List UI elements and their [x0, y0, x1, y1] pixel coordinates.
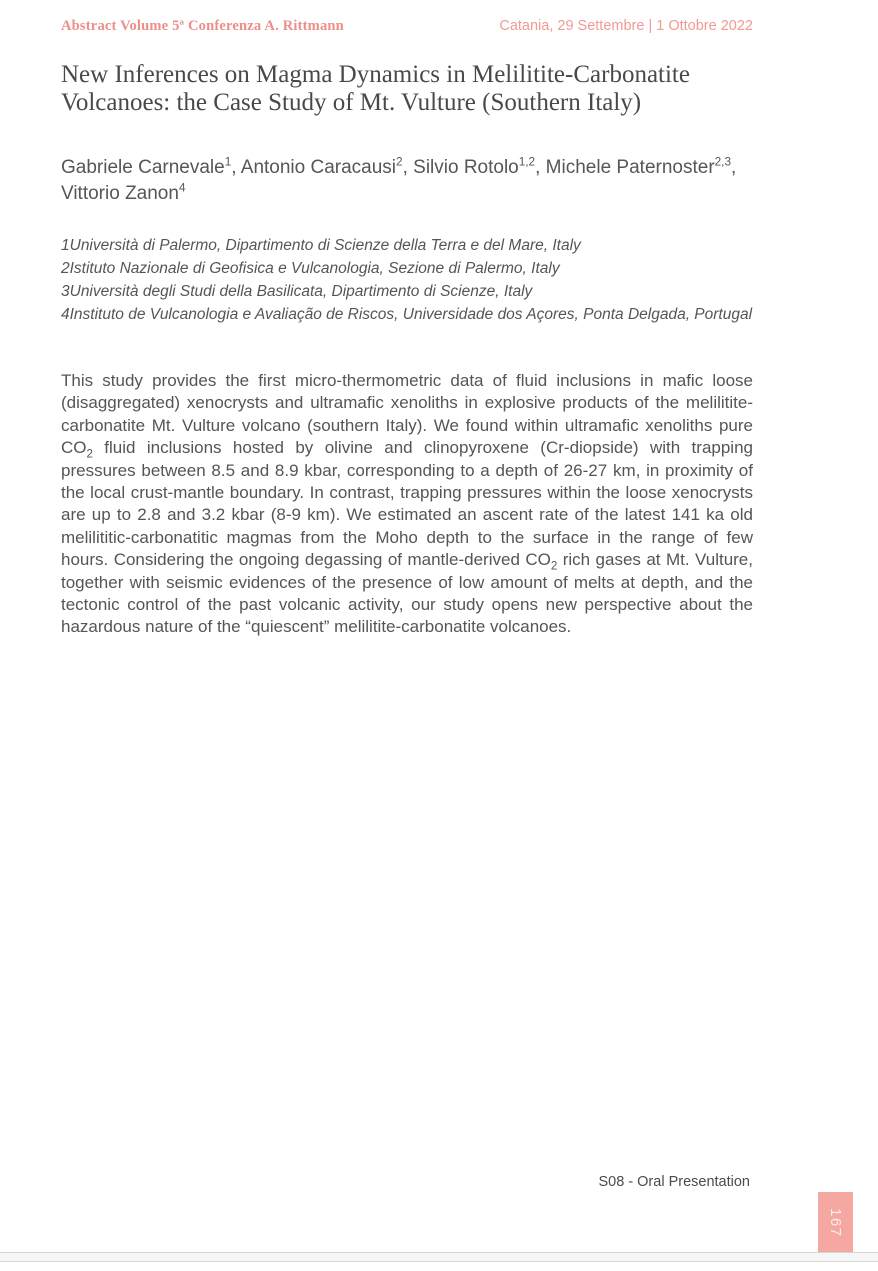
- author: Antonio Caracausi$^2$: [240, 155, 403, 178]
- author-affiliation-superscript: 1: [224, 155, 232, 169]
- page-number-badge: [818, 1192, 853, 1253]
- subscript: 2: [550, 560, 558, 573]
- affiliation-line: 1Università di Palermo, Dipartimento di Scienze della Terra e del Mare, Italy: [61, 237, 581, 254]
- author: Michele Paternoster$^{2,3}$: [545, 155, 731, 178]
- session-label: S08 - Oral Presentation: [598, 1174, 750, 1190]
- page-number: 167: [827, 1207, 844, 1238]
- affiliation-line: 3Università degli Studi della Basilicata, Dipartimento di Scienze, Italy: [61, 283, 533, 300]
- author: Vittorio Zanon$^4$: [61, 181, 186, 204]
- affiliation-line: 2Istituto Nazionale di Geofisica e Vulcanologia, Sezione di Palermo, Italy: [61, 260, 560, 277]
- author: Silvio Rotolo$^{1,2}$: [413, 155, 536, 178]
- authors-line: Gabriele Carnevale$^1$, Antonio Caracausi$^2$, Silvio Rotolo$^{1,2}$, Michele Paternoster$^{2,3}$, Vittorio Zanon$^4$: [61, 155, 737, 204]
- abstract-paragraph: This study provides the first micro-thermometric data of fluid inclusions in mafic loose (disaggregated) xenocrysts and ultramafic xenoliths in explosive products of the melilitite-carbonatite Mt. Vulture volcano (southern Italy). We found within ultramafic xenoliths pure $CO_2$ fluid inclusions hosted by olivine and clinopyroxene (Cr-diopside) with trapping pressures between 8.5 and 8.9 kbar, corresponding to a depth of 26-27 km, in proximity of the local crust-mantle boundary. In contrast, trapping pressures within the loose xenocrysts are up to 2.8 and 3.2 kbar (8-9 km). We estimated an ascent rate of the latest 141 ka old melilititic-carbonatitic magmas from the Moho depth to the surface in the range of few hours. Considering the ongoing degassing of mantle-derived $CO_2$ rich gases at Mt. Vulture, together with seismic evidences of the presence of low amount of melts at depth, and the tectonic control of the past volcanic activity, our study opens new perspective about the hazardous nature of the “quiescent” melilitite-carbonatite volcanoes.: [61, 371, 753, 637]
- affiliations-block: [61, 234, 753, 326]
- page-header: [61, 0, 753, 35]
- header-volume-title: Abstract Volume 5ª Conferenza A. Rittmann: [61, 18, 344, 34]
- author-affiliation-superscript: 2: [396, 155, 403, 169]
- page-content: [61, 0, 753, 656]
- affiliation-line: 4Instituto de Vulcanologia e Avaliação de Riscos, Universidade dos Açores, Ponta Delgada, Portugal: [61, 306, 753, 323]
- paper-title: New Inferences on Magma Dynamics in Melilitite-Carbonatite Volcanoes: the Case Study of Mt. Vulture (Southern Italy): [61, 61, 690, 116]
- author-affiliation-superscript: 4: [178, 181, 186, 195]
- author: Gabriele Carnevale$^1$: [61, 155, 232, 178]
- horizontal-scrollbar[interactable]: [0, 1252, 878, 1262]
- header-conference-date: Catania, 29 Settembre | 1 Ottobre 2022: [499, 18, 753, 34]
- subscript: 2: [86, 448, 93, 461]
- author-affiliation-superscript: 1,2: [518, 155, 536, 169]
- author-affiliation-superscript: 2,3: [714, 155, 731, 169]
